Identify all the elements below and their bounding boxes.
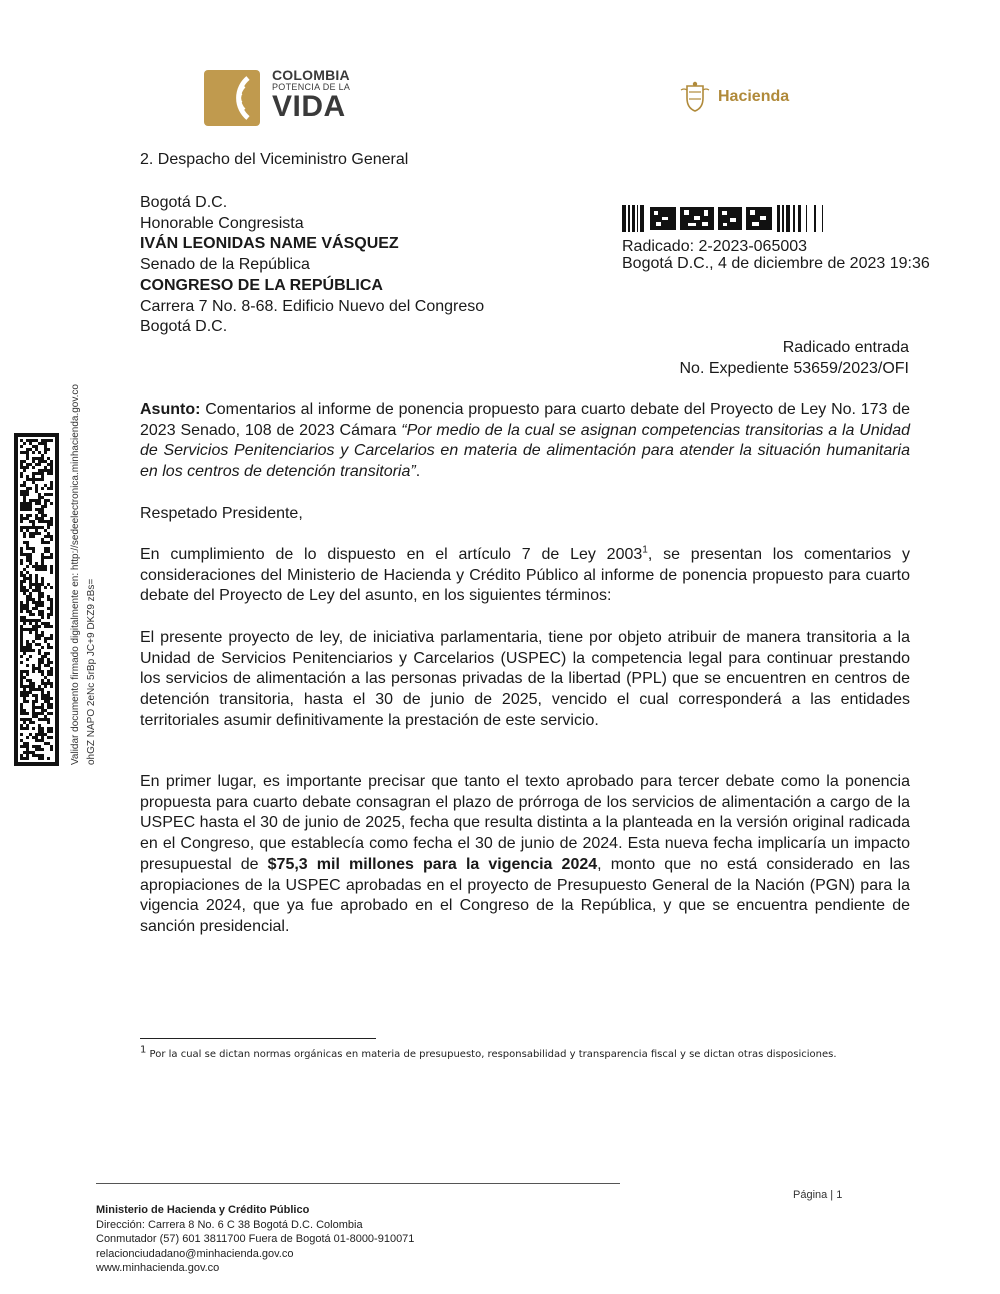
- expediente-number: No. Expediente 53659/2023/OFI: [679, 359, 909, 377]
- asunto-text: Comentarios al informe de ponencia propuesto para cuarto debate del Proyecto de Ley No. 173 de 2023 Senado, 108 de 2023 Cámara: [140, 401, 910, 439]
- footer-address: Dirección: Carrera 8 No. 6 C 38 Bogotá D.C. Colombia: [96, 1218, 363, 1231]
- footer-block: [96, 1203, 414, 1276]
- page-number: Página | 1: [793, 1189, 843, 1201]
- radicado-barcode: [622, 205, 827, 232]
- colombia-potencia-de-la-vida-logo: [204, 68, 364, 128]
- paragraph-3-b: , monto que no está considerado en las apropiaciones de la USPEC aprobadas en el proyecto de Presupuesto General de la Nación (PGN) para la vigencia 2024, que ya fue aprobado en el Congreso de la República, y que se encuentra pendiente de sanción presidencial.: [140, 855, 910, 935]
- section-heading: 2. Despacho del Viceministro General: [140, 151, 409, 168]
- addressee-body: Senado de la República: [140, 256, 310, 274]
- asunto-title: “Por medio de la cual se asignan competencias transitorias a la Unidad de Servicios Penitenciarios y Carcelarios en materia de alimentación para atender la situación humanitaria en los centros de detención transitoria”: [140, 421, 910, 481]
- footnote: [140, 1044, 910, 1061]
- side-validation-stamp: [68, 384, 100, 765]
- paragraph-1-a: En cumplimiento de lo dispuesto en el artículo 7 de Ley 2003: [140, 546, 643, 563]
- addressee-title: Honorable Congresista: [140, 214, 304, 232]
- logo-emblem-icon: [204, 70, 264, 126]
- addressee-name: IVÁN LEONIDAS NAME VÁSQUEZ: [140, 235, 399, 253]
- logo-line-3: VIDA: [272, 90, 346, 123]
- addressee-street: Carrera 7 No. 8-68. Edificio Nuevo del Congreso: [140, 297, 485, 315]
- paragraph-3-a: En primer lugar, es importante precisar que tanto el texto aprobado para tercer debate como la ponencia propuesta para cuarto debate consagran el plazo de prórroga de los servicios de alimentación a cargo de la USPEC hasta el 30 de junio de 2025, fecha que resulta distinta a la planteada en la versión original radicada en el Congreso, que establecía como fecha el 30 de junio de 2024. Esta nueva fecha implicaría un impacto presupuestal de: [140, 773, 910, 873]
- radicado-block: [622, 205, 930, 272]
- addressee-city-2: Bogotá D.C.: [140, 318, 228, 336]
- side-validation-code: ohGZ NAPO 2eNc 5rBp JC+9 DKZ9 zBs=: [86, 578, 97, 765]
- paragraph-1: [140, 545, 910, 607]
- asunto-paragraph: [140, 400, 910, 483]
- footnote-divider: [140, 1038, 376, 1039]
- paragraph-2: El presente proyecto de ley, de iniciativa parlamentaria, tiene por objeto atribuir de manera transitoria a la Unidad de Servicios Penitenciarios y Carcelarios (USPEC) la competencia legal para continuar prestando los servicios de alimentación a las personas privadas de la libertad (PPL) que se encuentren en centros de detención transitoria, hasta el 30 de junio de 2025, vencido el cual corresponderá a las entidades territoriales asumir definitivamente la prestación de este servicio.: [140, 629, 910, 729]
- paragraph-1-b: , se presentan los comentarios y consideraciones del Ministerio de Hacienda y Crédito Público al informe de ponencia propuesto para cuarto debate del Proyecto de Ley del asunto, en los siguientes términos:: [140, 546, 910, 605]
- addressee-institution: CONGRESO DE LA REPÚBLICA: [140, 276, 383, 294]
- addressee-block: [140, 193, 484, 338]
- radicado-entrada-block: [600, 338, 909, 379]
- footer-web: www.minhacienda.gov.co: [96, 1262, 220, 1274]
- footnote-mark: 1: [140, 1044, 147, 1056]
- paragraph-3: [140, 772, 910, 938]
- side-2d-barcode: [14, 433, 59, 766]
- footer-email: relacionciudadano@minhacienda.gov.co: [96, 1247, 294, 1260]
- asunto-label: Asunto:: [140, 401, 201, 418]
- footnote-ref: 1: [642, 544, 648, 556]
- footer-org: Ministerio de Hacienda y Crédito Público: [96, 1204, 310, 1216]
- footnote-text: Por la cual se dictan normas orgánicas en materia de presupuesto, responsabilidad y transparencia fiscal y se dictan otras disposiciones.: [146, 1049, 837, 1060]
- radicado-number: Radicado: 2-2023-065003: [622, 238, 808, 255]
- radicado-date: Bogotá D.C., 4 de diciembre de 2023 19:36: [622, 255, 930, 272]
- side-validation-url: Validar documento firmado digitalmente en: http://sedeelectronica.minhacienda.gov.co: [70, 384, 81, 765]
- footer-phone: Conmutador (57) 601 3811700 Fuera de Bogotá 01-8000-910071: [96, 1233, 415, 1245]
- footer-divider: [96, 1183, 620, 1184]
- hacienda-logo-text: Hacienda: [718, 88, 790, 105]
- hacienda-logo: [678, 80, 790, 114]
- asunto-end: .: [415, 463, 421, 481]
- logo-line-2: POTENCIA DE LA: [272, 82, 351, 92]
- logo-line-1: COLOMBIA: [272, 67, 350, 83]
- paragraph-3-highlight: $75,3 mil millones para la vigencia 2024: [267, 855, 598, 873]
- radicado-entrada-label: Radicado entrada: [782, 339, 909, 356]
- greeting: Respetado Presidente,: [140, 505, 303, 522]
- addressee-city: Bogotá D.C.: [140, 194, 228, 211]
- coat-of-arms-icon: [678, 80, 712, 114]
